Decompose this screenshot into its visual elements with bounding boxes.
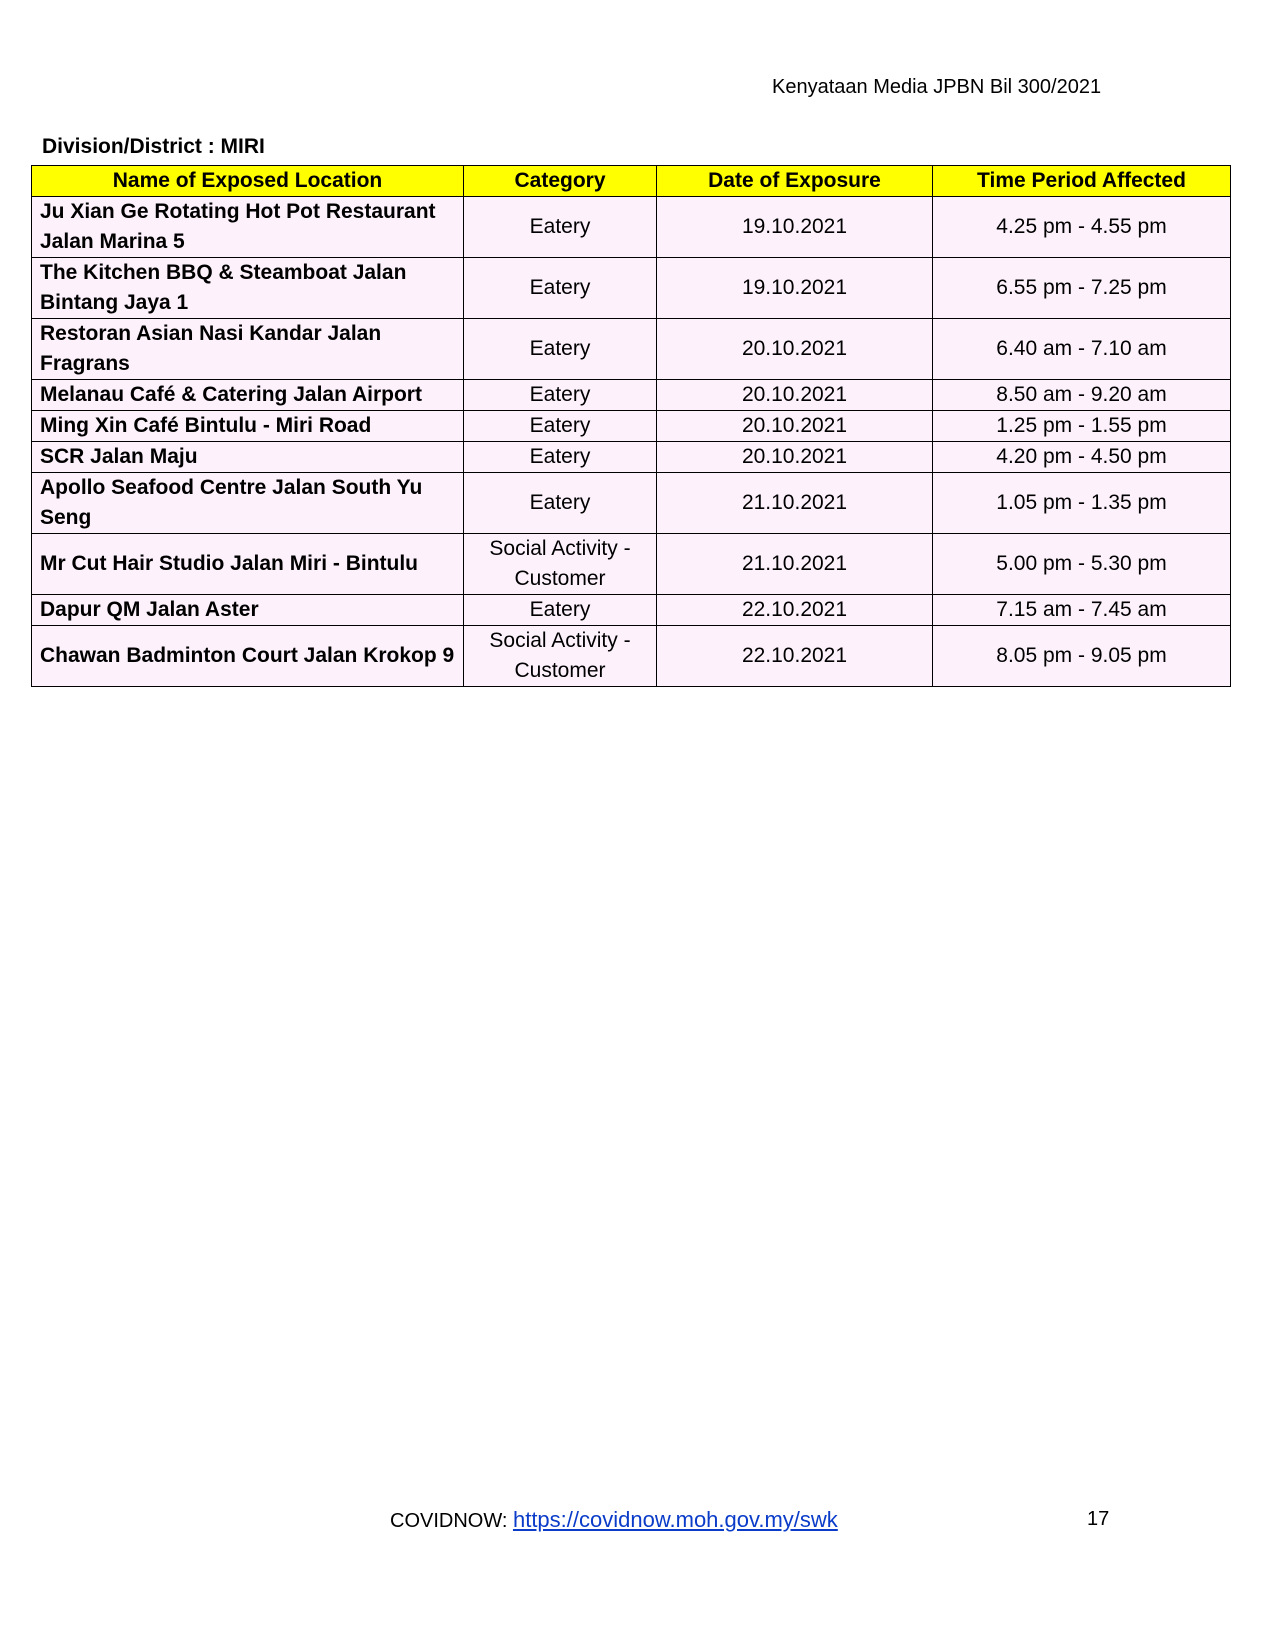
table-row [32, 626, 1231, 687]
column-header-time: Time Period Affected [933, 166, 1231, 197]
category-cell: Eatery [464, 595, 657, 626]
date-cell: 19.10.2021 [657, 258, 933, 319]
category-cell: Eatery [464, 442, 657, 473]
time-cell: 6.40 am - 7.10 am [933, 319, 1231, 380]
covidnow-link[interactable]: https://covidnow.moh.gov.my/swk [512, 1507, 838, 1532]
location-cell: Chawan Badminton Court Jalan Krokop 9 [32, 626, 464, 687]
table-row [32, 197, 1231, 258]
location-cell: Ju Xian Ge Rotating Hot Pot Restaurant Jalan Marina 5 [32, 197, 464, 258]
table-row [32, 534, 1231, 595]
time-cell: 1.05 pm - 1.35 pm [933, 473, 1231, 534]
location-cell: Dapur QM Jalan Aster [32, 595, 464, 626]
category-cell: Eatery [464, 319, 657, 380]
time-cell: 4.25 pm - 4.55 pm [933, 197, 1231, 258]
table-row [32, 258, 1231, 319]
category-cell: Eatery [464, 473, 657, 534]
date-cell: 21.10.2021 [657, 473, 933, 534]
time-cell: 8.50 am - 9.20 am [933, 380, 1231, 411]
location-cell: The Kitchen BBQ & Steamboat Jalan Bintang Jaya 1 [32, 258, 464, 319]
location-cell: SCR Jalan Maju [32, 442, 464, 473]
document-reference: Kenyataan Media JPBN Bil 300/2021 [772, 76, 1102, 98]
date-cell: 20.10.2021 [657, 319, 933, 380]
category-cell: Social Activity - Customer [464, 626, 657, 687]
date-cell: 22.10.2021 [657, 595, 933, 626]
date-cell: 22.10.2021 [657, 626, 933, 687]
time-cell: 7.15 am - 7.45 am [933, 595, 1231, 626]
table-row [32, 473, 1231, 534]
date-cell: 20.10.2021 [657, 442, 933, 473]
table-row [32, 595, 1231, 626]
table-row [32, 319, 1231, 380]
table-row [32, 380, 1231, 411]
category-cell: Eatery [464, 258, 657, 319]
column-header-location: Name of Exposed Location [32, 166, 464, 197]
table-row [32, 411, 1231, 442]
date-cell: 20.10.2021 [657, 380, 933, 411]
date-cell: 20.10.2021 [657, 411, 933, 442]
location-cell: Restoran Asian Nasi Kandar Jalan Fragrans [32, 319, 464, 380]
location-cell: Apollo Seafood Centre Jalan South Yu Seng [32, 473, 464, 534]
table-header-row [32, 166, 1231, 197]
category-cell: Eatery [464, 380, 657, 411]
time-cell: 8.05 pm - 9.05 pm [933, 626, 1231, 687]
time-cell: 1.25 pm - 1.55 pm [933, 411, 1231, 442]
time-cell: 5.00 pm - 5.30 pm [933, 534, 1231, 595]
exposure-table [31, 165, 1231, 687]
date-cell: 21.10.2021 [657, 534, 933, 595]
footer [390, 1507, 838, 1533]
page-number: 17 [1087, 1508, 1110, 1530]
location-cell: Ming Xin Café Bintulu - Miri Road [32, 411, 464, 442]
division-district-heading: Division/District : MIRI [42, 135, 265, 158]
location-cell: Melanau Café & Catering Jalan Airport [32, 380, 464, 411]
time-cell: 4.20 pm - 4.50 pm [933, 442, 1231, 473]
column-header-category: Category [464, 166, 657, 197]
table-row [32, 442, 1231, 473]
category-cell: Social Activity - Customer [464, 534, 657, 595]
date-cell: 19.10.2021 [657, 197, 933, 258]
time-cell: 6.55 pm - 7.25 pm [933, 258, 1231, 319]
category-cell: Eatery [464, 197, 657, 258]
category-cell: Eatery [464, 411, 657, 442]
location-cell: Mr Cut Hair Studio Jalan Miri - Bintulu [32, 534, 464, 595]
footer-label: COVIDNOW: [390, 1510, 513, 1532]
column-header-date: Date of Exposure [657, 166, 933, 197]
